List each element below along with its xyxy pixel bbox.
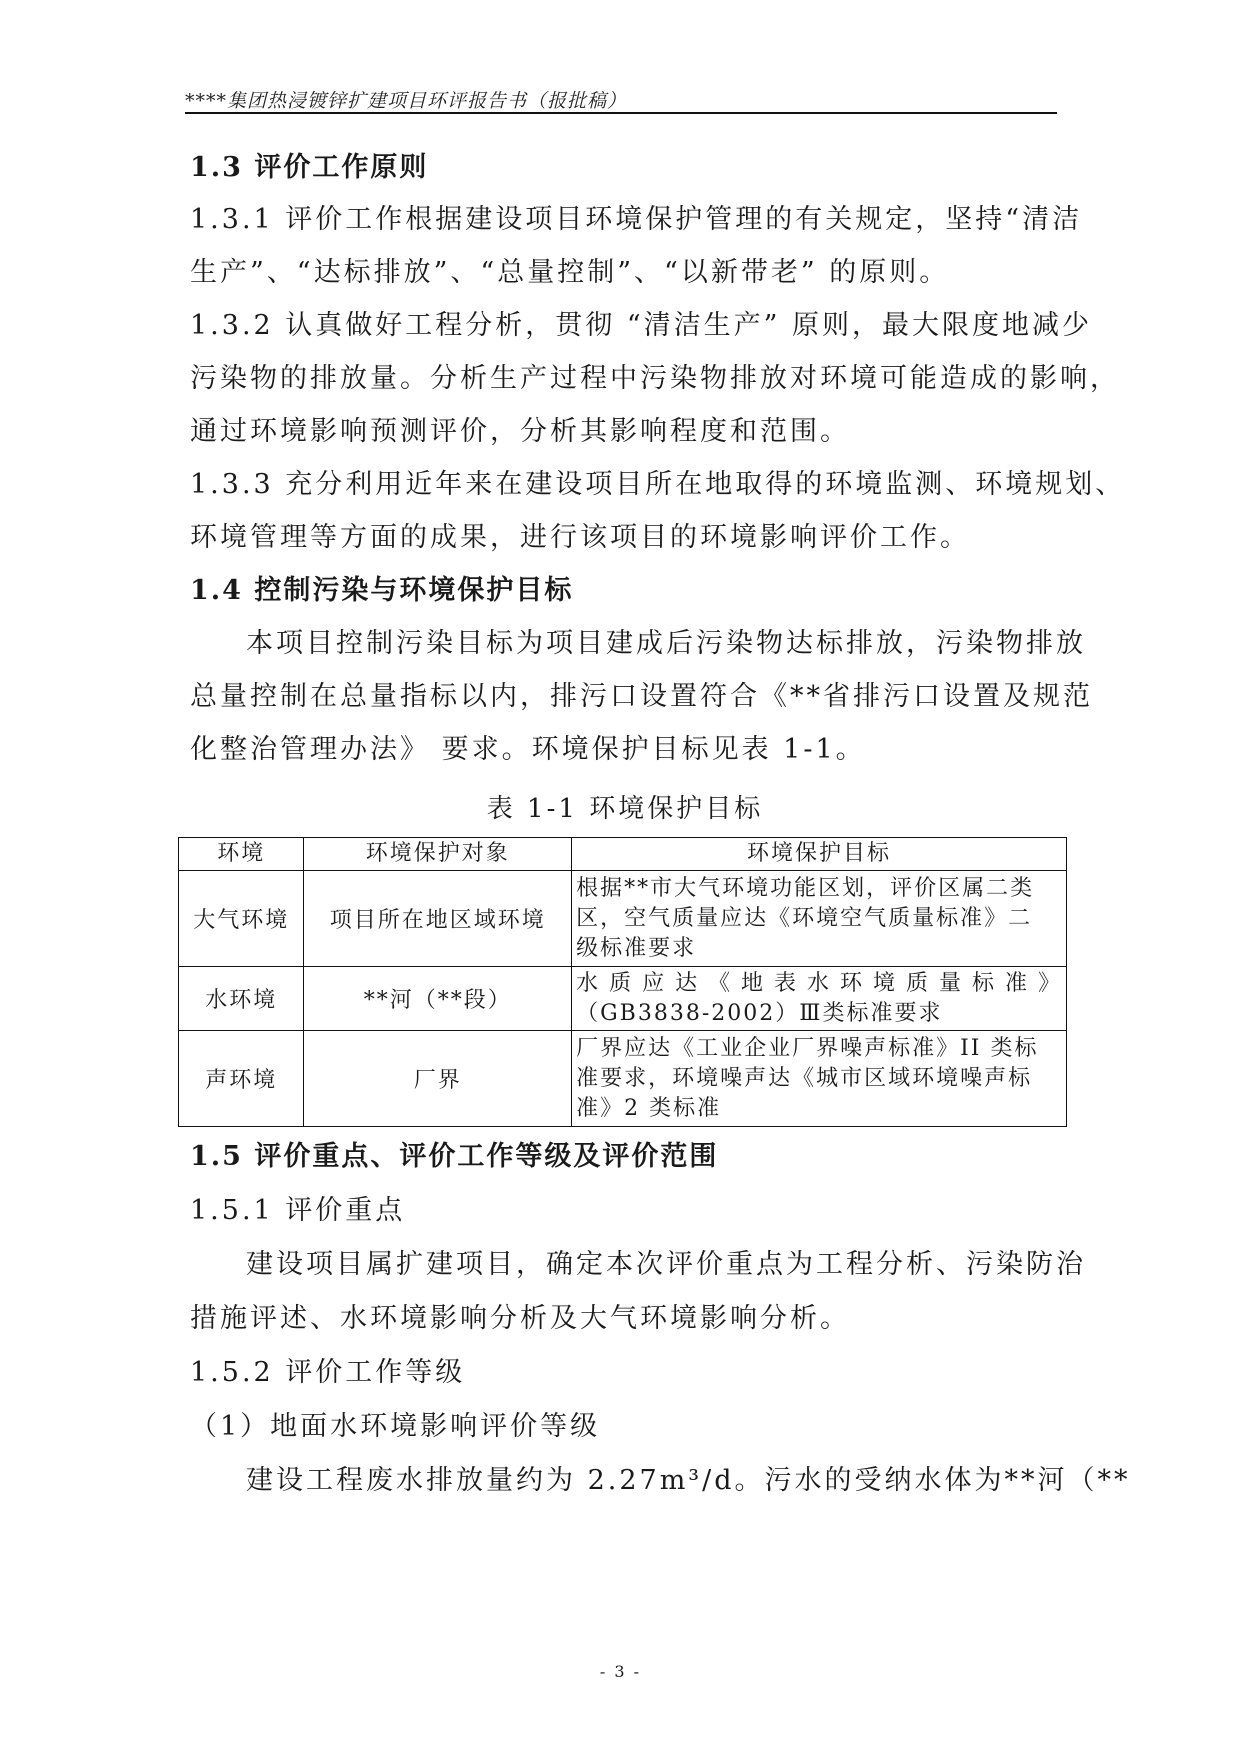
paragraph-1-4-line-3: 化整治管理办法》 要求。环境保护目标见表 1-1。 <box>190 734 866 765</box>
section-heading-1-5: 1.5 评价重点、评价工作等级及评价范围 <box>190 1141 719 1172</box>
subsection-heading-1-5-1: 1.5.1 评价重点 <box>190 1195 406 1226</box>
paragraph-1-3-3-line-2: 环境管理等方面的成果，进行该项目的环境影响评价工作。 <box>190 522 970 553</box>
paragraph-1-5-2-line-1: 建设工程废水排放量约为 2.27m³/d。污水的受纳水体为**河（** <box>246 1465 1131 1496</box>
paragraph-1-4-line-1: 本项目控制污染目标为项目建成后污染物达标排放，污染物排放 <box>246 628 1086 659</box>
cell-environment: 声环境 <box>179 1031 304 1127</box>
table-row <box>179 871 1067 967</box>
header-rule <box>185 112 1057 114</box>
paragraph-1-3-2-line-3: 通过环境影响预测评价，分析其影响程度和范围。 <box>190 416 850 447</box>
document-body <box>190 150 1131 1499</box>
cell-target <box>572 871 1067 967</box>
column-header-object: 环境保护对象 <box>304 838 572 871</box>
table-header-row <box>179 838 1067 871</box>
section-heading-1-3: 1.3 评价工作原则 <box>190 152 429 183</box>
cell-object: 项目所在地区域环境 <box>304 871 572 967</box>
paragraph-1-4-line-2: 总量控制在总量指标以内，排污口设置符合《**省排污口设置及规范 <box>190 681 1093 712</box>
paragraph-1-3-1-line-1: 1.3.1 评价工作根据建设项目环境保护管理的有关规定，坚持“清洁 <box>190 204 1083 235</box>
page-number: - 3 - <box>599 1662 642 1681</box>
paragraph-1-5-1-line-2: 措施评述、水环境影响分析及大气环境影响分析。 <box>190 1303 850 1334</box>
cell-target-line: 根据**市大气环境功能区划，评价区属二类 <box>576 875 1035 901</box>
section-heading-1-4: 1.4 控制污染与环境保护目标 <box>190 575 574 606</box>
cell-object: 厂界 <box>304 1031 572 1127</box>
list-item-1: （1）地面水环境影响评价等级 <box>190 1411 601 1442</box>
cell-target-line: 区，空气质量应达《环境空气质量标准》二 <box>576 905 1033 931</box>
cell-target-line: 准》2 类标准 <box>576 1095 722 1121</box>
cell-target-line: 准要求，环境噪声达《城市区域环境噪声标 <box>576 1065 1033 1091</box>
cell-target-line: （GB3838-2002）Ⅲ类标准要求 <box>576 1000 943 1026</box>
environment-protection-table <box>178 837 1067 1127</box>
cell-target-line: 水 质 应 达 《 地 表 水 环 境 质 量 标 准 》 <box>576 970 1062 996</box>
paragraph-1-3-1-line-2: 生产”、“达标排放”、“总量控制”、“以新带老” 的原则。 <box>190 257 950 288</box>
cell-environment: 大气环境 <box>179 871 304 967</box>
table-caption: 表 1-1 环境保护目标 <box>486 794 764 824</box>
cell-target-line: 厂界应达《工业企业厂界噪声标准》II 类标 <box>576 1035 1039 1061</box>
cell-target <box>572 1031 1067 1127</box>
paragraph-1-3-3-line-1: 1.3.3 充分利用近年来在建设项目所在地取得的环境监测、环境规划、 <box>190 469 1126 500</box>
table-row <box>179 1031 1067 1127</box>
column-header-environment: 环境 <box>179 838 304 871</box>
cell-environment: 水环境 <box>179 967 304 1031</box>
running-header: ****集团热浸镀锌扩建项目环评报告书（报批稿） <box>185 90 628 112</box>
paragraph-1-5-1-line-1: 建设项目属扩建项目，确定本次评价重点为工程分析、污染防治 <box>246 1249 1086 1280</box>
cell-object: **河（**段） <box>304 967 572 1031</box>
subsection-heading-1-5-2: 1.5.2 评价工作等级 <box>190 1357 466 1388</box>
cell-target <box>572 967 1067 1031</box>
column-header-target: 环境保护目标 <box>572 838 1067 871</box>
paragraph-1-3-2-line-1: 1.3.2 认真做好工程分析，贯彻 “清洁生产” 原则，最大限度地减少 <box>190 310 1093 341</box>
table-row <box>179 967 1067 1031</box>
cell-target-line: 级标准要求 <box>576 935 697 961</box>
paragraph-1-3-2-line-2: 污染物的排放量。分析生产过程中污染物排放对环境可能造成的影响， <box>190 363 1120 394</box>
